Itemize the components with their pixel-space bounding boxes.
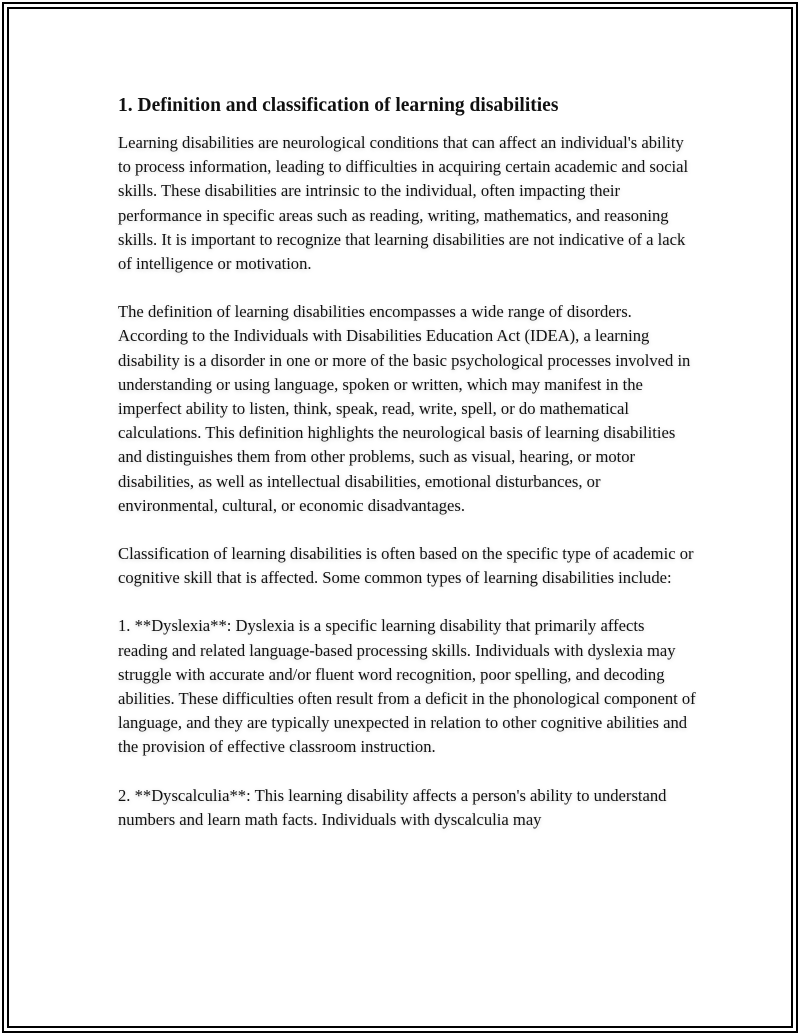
paragraph-definition: The definition of learning disabilities encompasses a wide range of disorders. According to the Individuals with Disabilities Education Act (IDEA), a learning disability is a disorder in one or more of the basic psychological processes involved in understanding or using language, spoken or written, which may manifest in the imperfect ability to listen, think, speak, read, write, spell, or do mathematical calculations. This definition highlights the neurological basis of learning disabilities and distinguishes them from other problems, such as visual, hearing, or motor disabilities, as well as intellectual disabilities, emotional disturbances, or environmental, cultural, or economic disadvantages. (118, 302, 691, 515)
section-heading: 1. Definition and classification of learning disabilities (118, 95, 559, 116)
paragraph-dyslexia: 1. **Dyslexia**: Dyslexia is a specific learning disability that primarily affects reading and related language-based processing skills. Individuals with dyslexia may struggle with accurate and/or fluent word recognition, poor spelling, and decoding abilities. These difficulties often result from a deficit in the phonological component of language, and they are typically unexpected in relation to other cognitive abilities and the provision of effective classroom instruction. (118, 616, 696, 757)
paragraph-dyscalculia: 2. **Dyscalculia**: This learning disability affects a person's ability to understand numbers and learn math facts. Individuals with dyscalculia may (118, 785, 667, 829)
document-page (118, 92, 698, 856)
paragraph-intro: Learning disabilities are neurological conditions that can affect an individual's ability to process information, leading to difficulties in acquiring certain academic and social skills. These disabilities are intrinsic to the individual, often impacting their performance in specific areas such as reading, writing, mathematics, and reasoning skills. It is important to recognize that learning disabilities are not indicative of a lack of intelligence or motivation. (118, 133, 689, 274)
paragraph-classification: Classification of learning disabilities is often based on the specific type of academic or cognitive skill that is affected. Some common types of learning disabilities include: (118, 544, 694, 588)
